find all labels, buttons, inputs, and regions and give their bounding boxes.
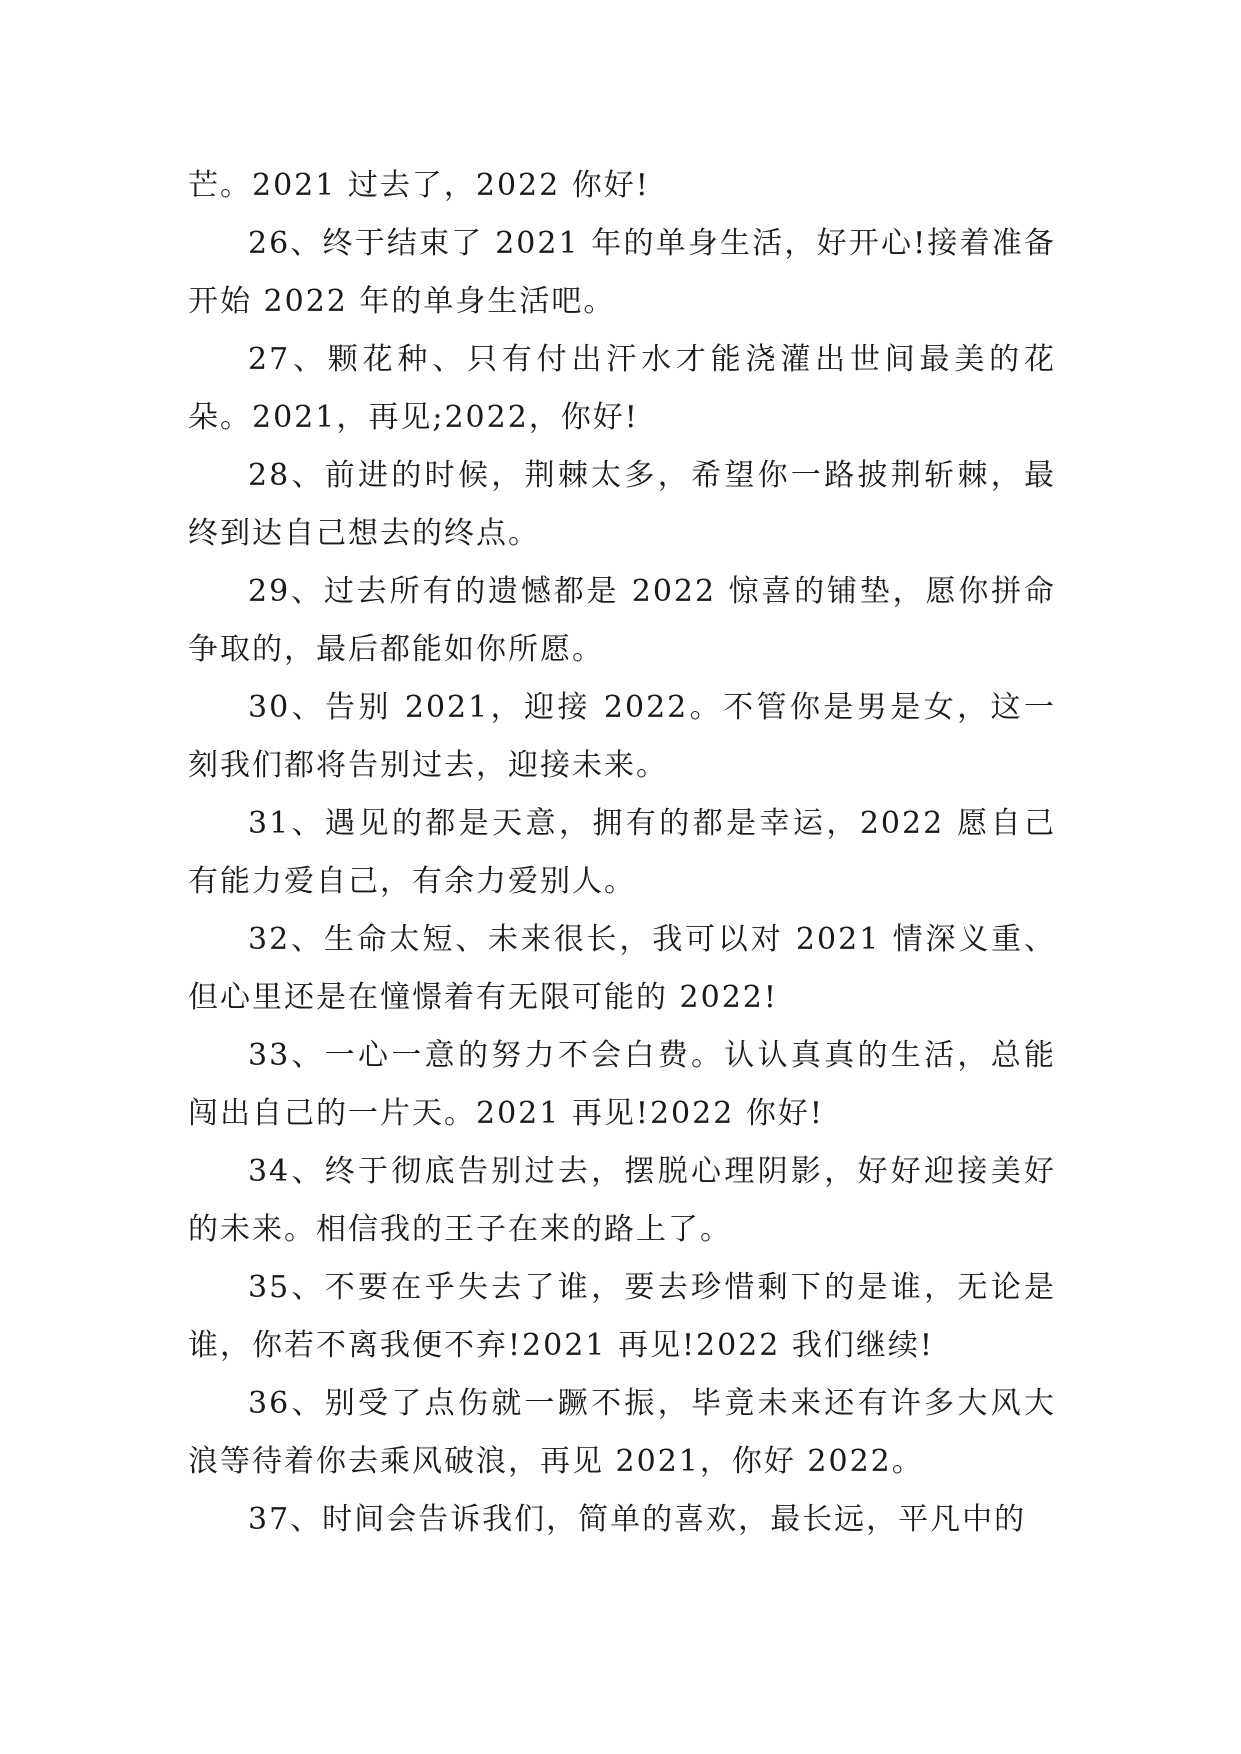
paragraph-30: 30、告别 2021，迎接 2022。不管你是男是女，这一刻我们都将告别过去，迎接未来。 <box>188 690 1056 783</box>
paragraph-29: 29、过去所有的遗憾都是 2022 惊喜的铺垫，愿你拼命争取的，最后都能如你所愿。 <box>188 574 1056 667</box>
paragraph-28: 28、前进的时候，荆棘太多，希望你一路披荆斩棘，最终到达自己想去的终点。 <box>188 458 1056 551</box>
paragraph-27: 27、颗花种、只有付出汗水才能浇灌出世间最美的花朵。2021，再见;2022，你好! <box>188 342 1056 435</box>
paragraph-35: 35、不要在乎失去了谁，要去珍惜剩下的是谁，无论是谁，你若不离我便不弃!2021 再见!2022 我们继续! <box>188 1270 1056 1363</box>
paragraph-continued: 芒。2021 过去了，2022 你好! <box>188 168 650 203</box>
paragraph-34: 34、终于彻底告别过去，摆脱心理阴影，好好迎接美好的未来。相信我的王子在来的路上了。 <box>188 1154 1056 1247</box>
paragraph-33: 33、一心一意的努力不会白费。认认真真的生活，总能闯出自己的一片天。2021 再见!2022 你好! <box>188 1038 1056 1131</box>
paragraph-26: 26、终于结束了 2021 年的单身生活，好开心!接着准备开始 2022 年的单身生活吧。 <box>188 226 1056 319</box>
document-body <box>188 157 1056 1549</box>
paragraph-37: 37、时间会告诉我们，简单的喜欢，最长远，平凡中的 <box>248 1502 1027 1537</box>
paragraph-31: 31、遇见的都是天意，拥有的都是幸运，2022 愿自己有能力爱自己，有余力爱别人。 <box>188 806 1056 899</box>
paragraph-36: 36、别受了点伤就一蹶不振，毕竟未来还有许多大风大浪等待着你去乘风破浪，再见 2021，你好 2022。 <box>188 1386 1056 1479</box>
paragraph-32: 32、生命太短、未来很长，我可以对 2021 情深义重、但心里还是在憧憬着有无限可能的 2022! <box>188 922 1056 1015</box>
